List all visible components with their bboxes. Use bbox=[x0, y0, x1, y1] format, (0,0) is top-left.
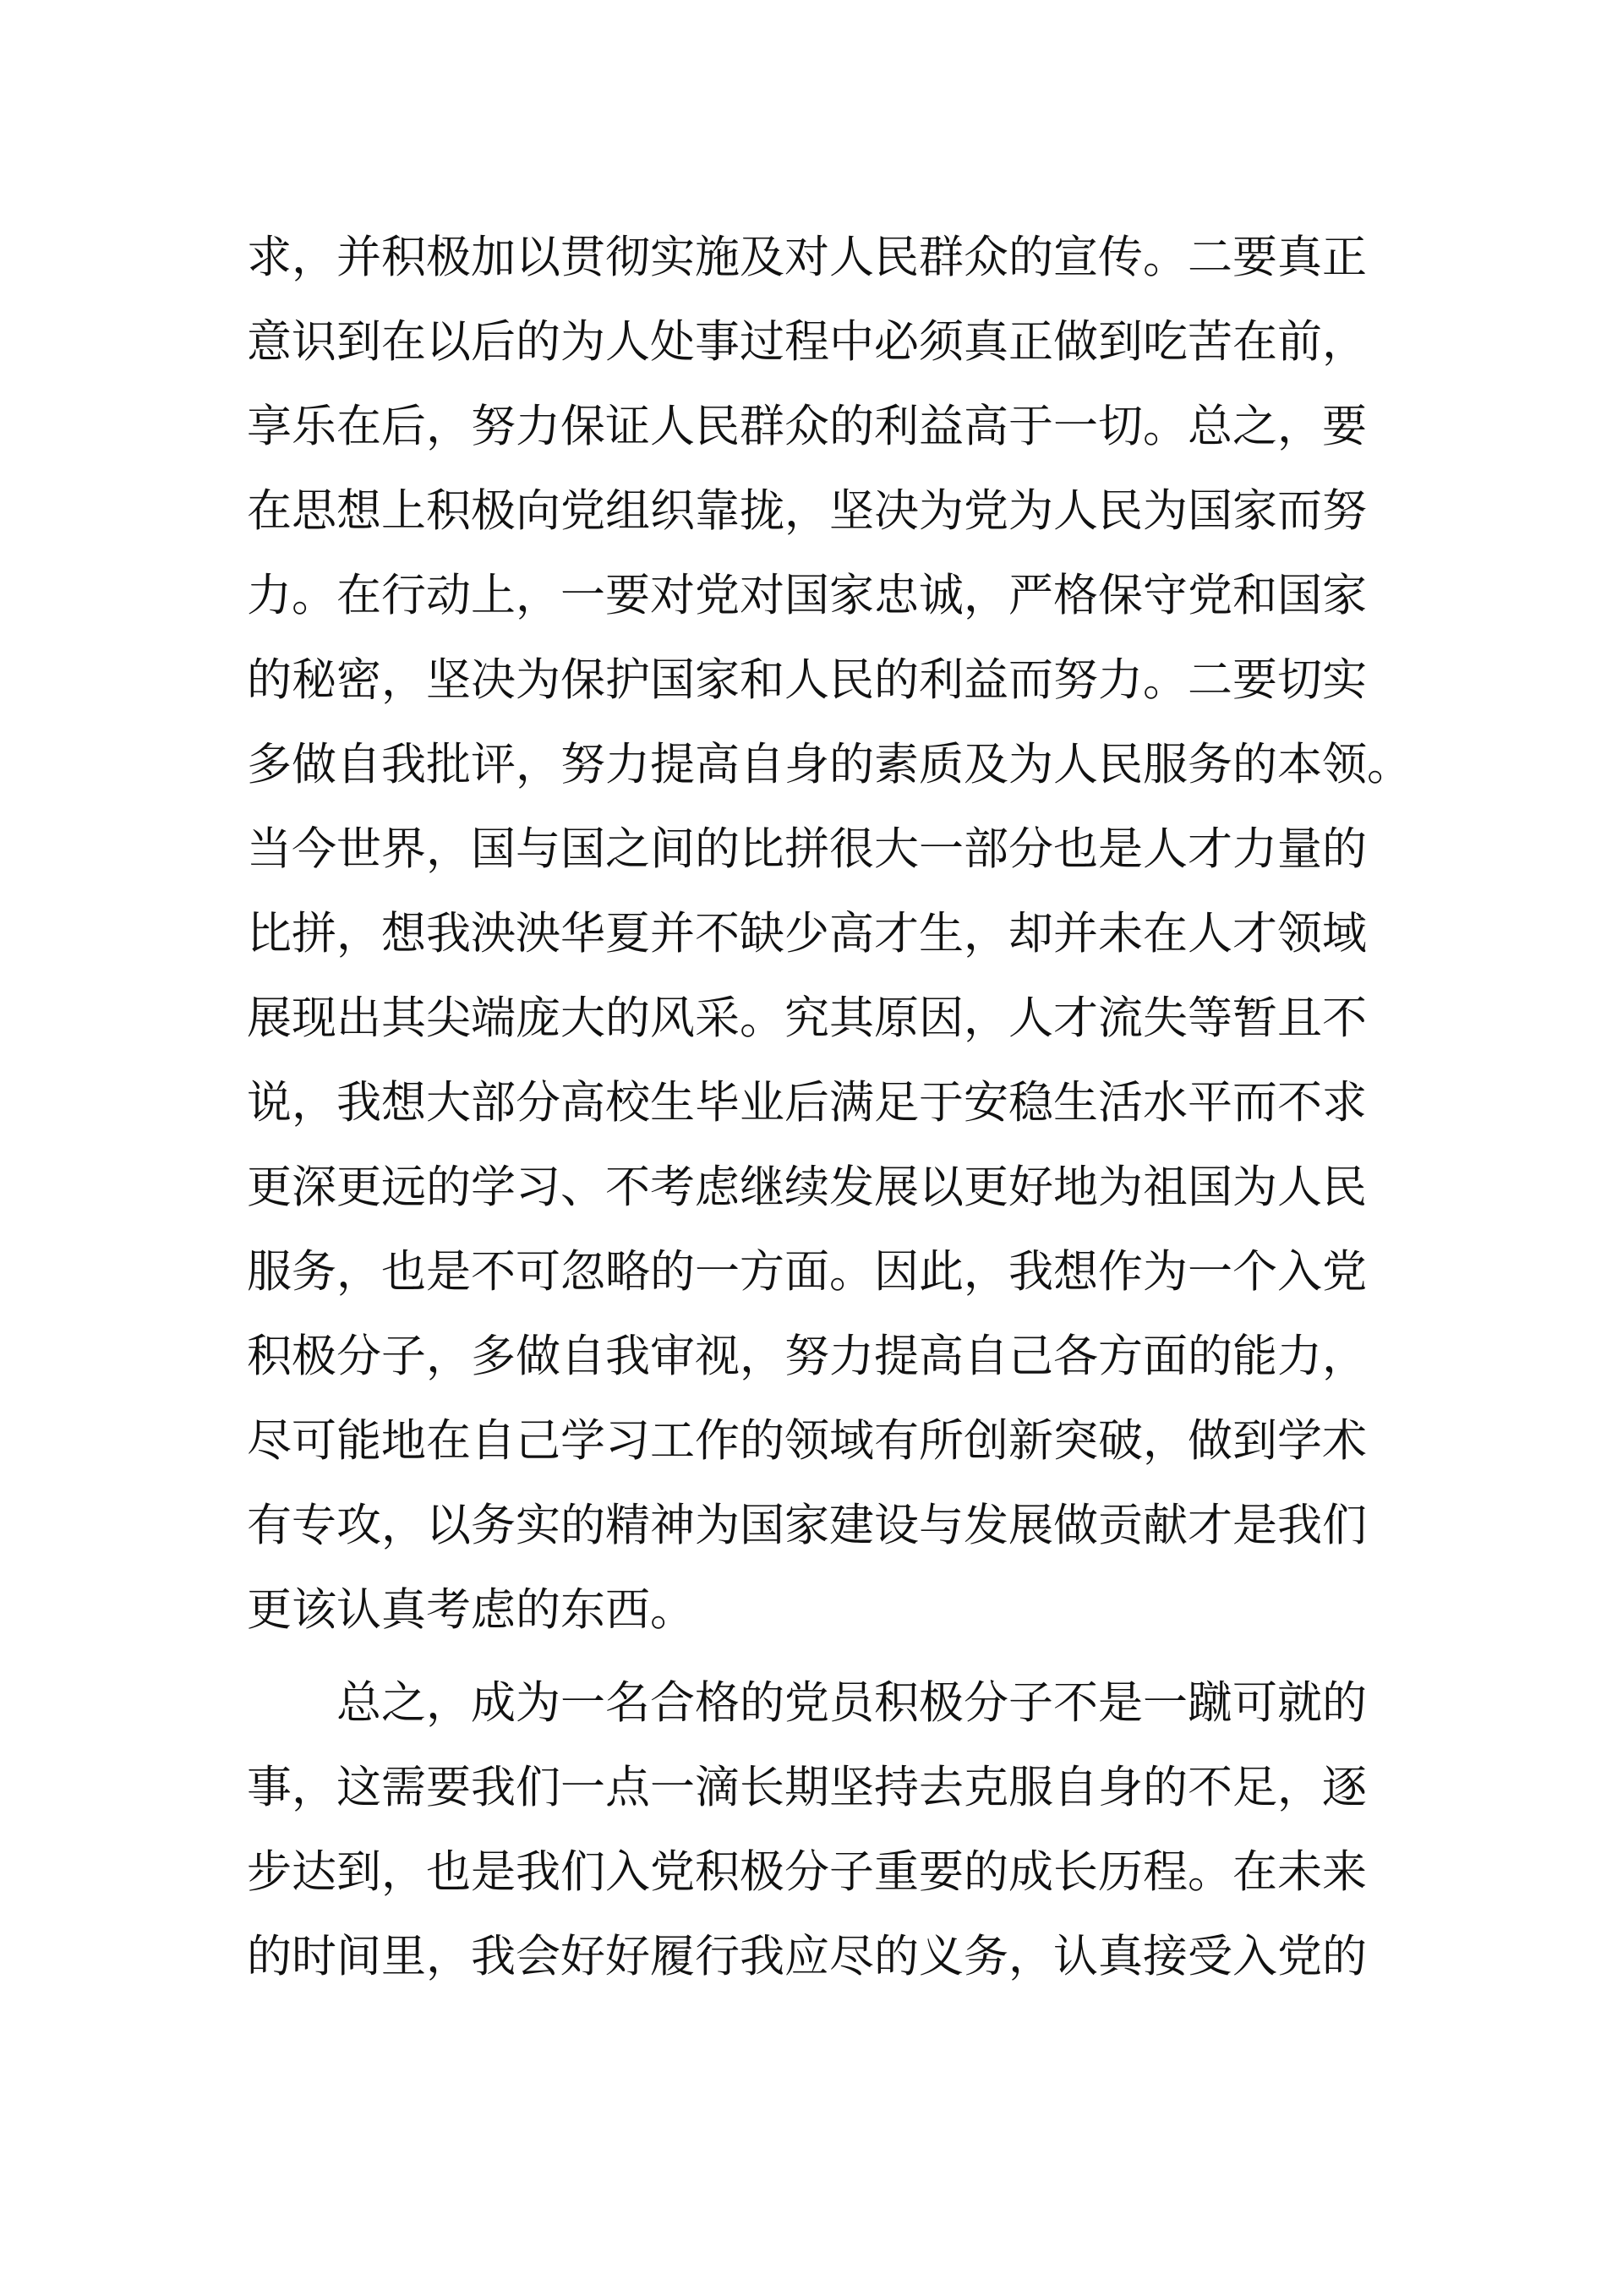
paragraph-1-line: 享乐在后，努力保证人民群众的利益高于一切。总之，要 bbox=[247, 401, 1367, 452]
paragraph-1-line: 更该认真考虑的东西。 bbox=[247, 1584, 695, 1636]
paragraph-1-line: 意识到在以后的为人处事过程中必须真正做到吃苦在前， bbox=[247, 316, 1367, 368]
paragraph-1-line: 尽可能地在自己学习工作的领域有所创新突破，做到学术 bbox=[247, 1415, 1367, 1467]
paragraph-2-line: 的时间里，我会好好履行我应尽的义务，认真接受入党的 bbox=[247, 1931, 1367, 1982]
document-body bbox=[247, 216, 1412, 1999]
paragraph-1-line: 当今世界，国与国之间的比拼很大一部分也是人才力量的 bbox=[247, 823, 1367, 875]
paragraph-2-line: 总之，成为一名合格的党员积极分子不是一蹴可就的 bbox=[336, 1677, 1367, 1729]
paragraph-gap bbox=[247, 1653, 1380, 1661]
paragraph-1-line: 比拼，想我泱泱华夏并不缺少高才生，却并未在人才领域 bbox=[247, 908, 1367, 959]
paragraph-2-line: 步达到，也是我们入党积极分子重要的成长历程。在未来 bbox=[247, 1846, 1367, 1898]
paragraph-2-line: 事，这需要我们一点一滴长期坚持去克服自身的不足，逐 bbox=[247, 1762, 1367, 1813]
paragraph-1-line: 说，我想大部分高校生毕业后满足于安稳生活水平而不求 bbox=[247, 1077, 1367, 1129]
paragraph-2 bbox=[247, 1661, 1380, 1999]
paragraph-1 bbox=[247, 216, 1412, 1653]
paragraph-1-line: 展现出其尖端庞大的风采。究其原因，人才流失等暂且不 bbox=[247, 992, 1367, 1044]
paragraph-1-line: 力。在行动上，一要对党对国家忠诚，严格保守党和国家 bbox=[247, 570, 1367, 621]
paragraph-1-line: 积极分子，多做自我审视，努力提高自己各方面的能力， bbox=[247, 1331, 1367, 1382]
paragraph-1-line: 服务，也是不可忽略的一方面。因此，我想作为一个入党 bbox=[247, 1246, 1367, 1298]
paragraph-1-line: 在思想上积极向党组织靠拢，坚决为党为人民为国家而努 bbox=[247, 485, 1367, 537]
paragraph-1-line: 的秘密，坚决为保护国家和人民的利益而努力。二要切实 bbox=[247, 654, 1367, 706]
paragraph-1-line: 求，并积极加以贯彻实施及对人民群众的宣传。二要真正 bbox=[247, 232, 1367, 283]
paragraph-1-line: 更深更远的学习、不考虑继续发展以更好地为祖国为人民 bbox=[247, 1162, 1367, 1213]
paragraph-1-line: 多做自我批评，努力提高自身的素质及为人民服务的本领。 bbox=[247, 739, 1412, 790]
paragraph-1-line: 有专攻，以务实的精神为国家建设与发展做贡献才是我们 bbox=[247, 1500, 1367, 1551]
